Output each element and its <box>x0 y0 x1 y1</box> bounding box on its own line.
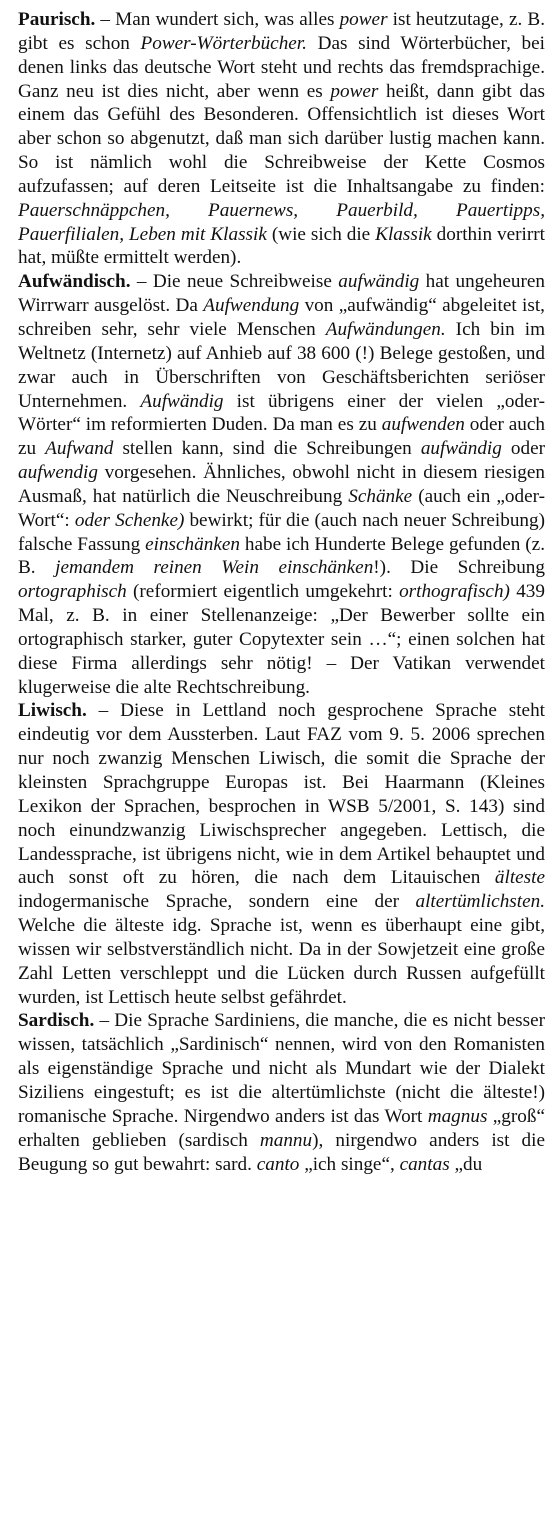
text-run: – Diese in Lettland noch gesprochene Sprache steht eindeutig vor dem Aussterben. Laut FAZ vom 9. 5. 2006 sprechen nur noch zwanzig Menschen Liwisch, die somit die Sprache der kleinsten Sprachgruppe Europas ist. Bei Haarmann (Kleines Lexikon der Sprachen, besprochen in WSB 5/2001, S. 143) sind noch einundzwanzig Liwischsprecher angegeben. Lettisch, die Landessprache, ist übrigens nicht, wie in dem Artikel behauptet und auch sonst oft zu hören, die nach dem Litauischen <box>18 700 545 889</box>
italic-term: canto <box>256 1153 300 1175</box>
text-run: – Die Sprache Sardiniens, die manche, die es nicht besser wissen, tatsächlich „Sardinisch“ nennen, wird von den Romanisten als eigenständige Sprache und nicht als Mundart wie der Dialekt Siziliens eingestuft; es ist die altertümlichste (nicht die älteste!) romanische Sprache. Nirgendwo anders ist das Wort <box>18 1010 545 1127</box>
italic-term: Power-Wörterbücher. <box>140 32 307 54</box>
italic-term: älteste <box>494 867 545 889</box>
entry-paurisch <box>18 8 545 270</box>
entry-liwisch <box>18 699 545 1009</box>
text-run: – Die neue Schreibweise <box>130 271 339 293</box>
text-run: hat ungeheuren Wirrwarr ausgelöst. Da <box>18 271 545 317</box>
text-run: dorthin verirrt hat, müßte ermittelt werden). <box>18 223 545 269</box>
text-run: „du <box>449 1153 483 1175</box>
italic-term: orthografisch) <box>399 581 510 603</box>
italic-term: aufwändig <box>338 271 420 293</box>
text-run: 439 Mal, z. B. in einer Stellenanzeige: „Der Bewerber sollte ein ortographisch starker, guter Copytexter sein …“; einen solchen hat diese Firma allerdings sehr nötig! – Der Vatikan verwendet klugerweise die alte Rechtschreibung. <box>18 581 545 698</box>
entry-heading: Paurisch. <box>18 9 96 30</box>
entry-heading: Sardisch. <box>18 1010 95 1032</box>
italic-term: einschänken <box>145 533 240 555</box>
italic-term: Aufwändungen. <box>325 318 446 340</box>
italic-term: oder Schenke) <box>74 509 185 531</box>
text-run: Das sind Wörterbücher, bei denen links das deutsche Wort steht und rechts das fremdsprachige. Ganz neu ist dies nicht, aber wenn es <box>18 32 545 102</box>
text-run: Welche die älteste idg. Sprache ist, wenn es überhaupt eine gibt, wissen wir selbstverständlich nicht. Da in der Sowjetzeit eine große Zahl Letten verschleppt und die Lücken durch Russen aufgefüllt wurden, ist Lettisch heute selbst gefährdet. <box>18 915 545 1008</box>
text-run: oder <box>501 438 545 460</box>
text-run: (reformiert eigentlich umgekehrt: <box>126 581 400 603</box>
italic-term: power <box>330 80 379 102</box>
italic-term: Klassik <box>375 223 432 245</box>
italic-term: power <box>339 9 388 30</box>
italic-term: ortographisch <box>18 581 127 603</box>
text-run: (auch ein „oder-Wort“: <box>18 485 546 531</box>
text-run: !). Die Schreibung <box>373 557 545 579</box>
italic-term: Aufwand <box>45 438 114 460</box>
text-run: ist übrigens einer der vielen „oder-Wörter“ im reformierten Duden. Da man es zu <box>18 390 545 436</box>
entry-aufwaendisch <box>18 270 545 699</box>
italic-term: Pauerschnäppchen, Pauernews, Pauerbild, Pauertipps, Pauerfilialen, Leben mit Klassik <box>18 199 545 245</box>
italic-term: altertümlichsten. <box>415 891 545 913</box>
text-run: ist heutzutage, z. B. gibt es schon <box>18 9 545 54</box>
italic-term: aufwändig <box>420 438 502 460</box>
italic-term: magnus <box>427 1105 488 1127</box>
text-run: (wie sich die <box>266 223 376 245</box>
text-run: indogermanische Sprache, sondern eine der <box>18 891 416 913</box>
italic-term: aufwendig <box>18 462 98 484</box>
text-run: Ich bin im Weltnetz (Internetz) auf Anhieb auf 38 600 (!) Belege gestoßen, und zwar auch in Überschriften von Geschäftsberichten seriöser Unternehmen. <box>18 318 545 412</box>
text-run: habe ich Hunderte Belege gefunden (z. B. <box>18 533 545 579</box>
entry-sardisch <box>18 1009 545 1176</box>
text-run: vorgesehen. Ähnliches, obwohl nicht in diesem riesigen Ausmaß, hat natürlich die Neuschreibung <box>18 462 545 507</box>
text-run: – Man wundert sich, was alles <box>95 9 340 30</box>
text-run: bewirkt; für die (auch nach neuer Schreibung) falsche Fassung <box>18 509 546 555</box>
text-run: stellen kann, sind die Schreibungen <box>113 438 421 460</box>
document-page <box>18 8 545 1176</box>
text-run: ), nirgendwo anders ist die Beugung so gut bewahrt: sard. <box>18 1129 545 1175</box>
entry-heading: Aufwändisch. <box>18 271 131 293</box>
text-run: oder auch zu <box>18 414 545 460</box>
text-run: von „aufwändig“ abgeleitet ist, schreiben sehr, sehr viele Menschen <box>18 295 545 340</box>
italic-term: aufwenden <box>381 414 465 436</box>
italic-term: cantas <box>399 1153 450 1175</box>
italic-term: Aufwendung <box>203 295 300 317</box>
text-run: „ich singe“, <box>299 1153 400 1175</box>
text-run: heißt, dann gibt das einem das Gefühl des Besonderen. Offensichtlich ist dieses Wort aber schon so abgenutzt, daß man sich darüber lustig machen kann. So ist nämlich wohl die Schreibweise der Kette Cosmos aufzufassen; auf deren Leitseite ist die Inhaltsangabe zu finden: <box>18 80 545 197</box>
italic-term: mannu <box>259 1129 313 1151</box>
italic-term: jemandem reinen Wein einschänken <box>55 557 374 579</box>
entry-heading: Liwisch. <box>18 700 87 722</box>
italic-term: Schänke <box>348 485 413 507</box>
text-run: „groß“ erhalten geblieben (sardisch <box>18 1105 545 1151</box>
italic-term: Aufwändig <box>140 390 224 412</box>
